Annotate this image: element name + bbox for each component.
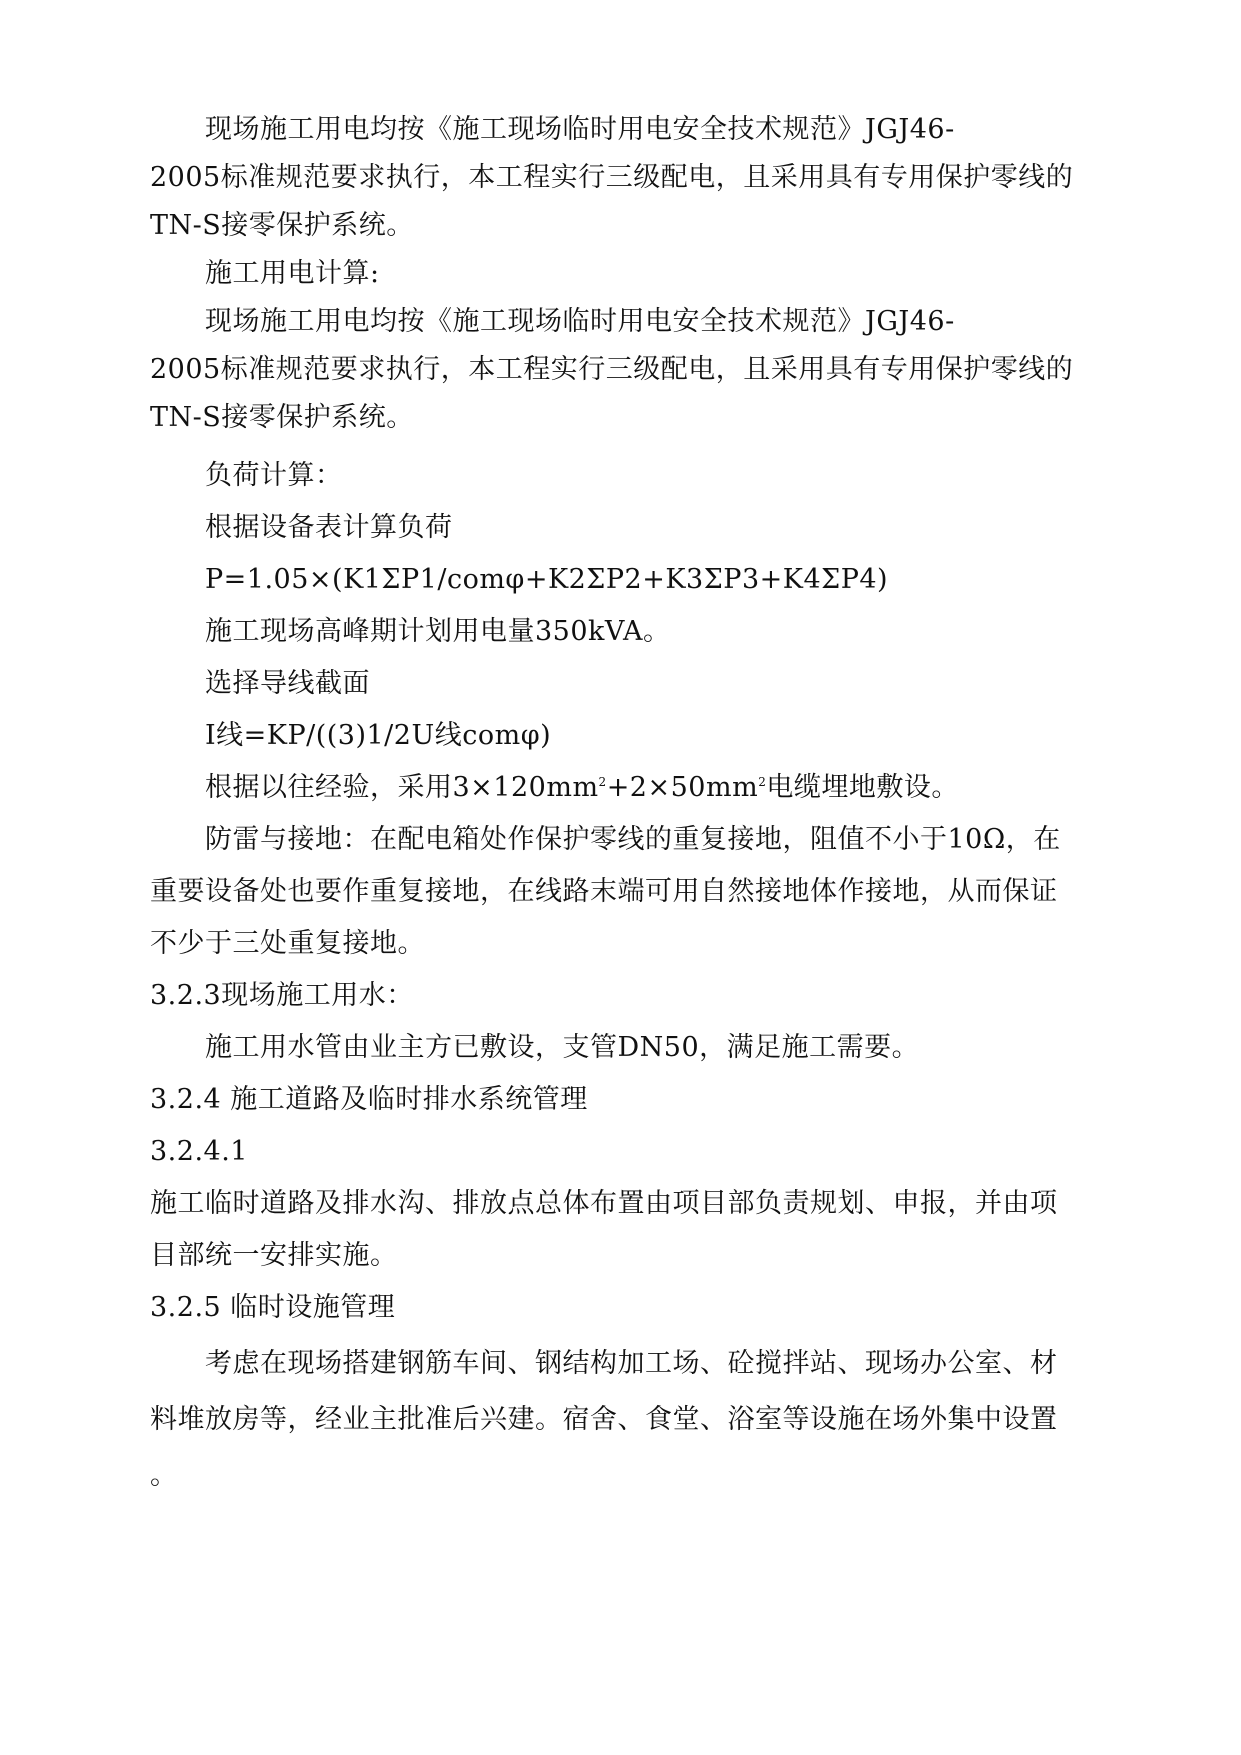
paragraph-line: 2005标准规范要求执行，本工程实行三级配电，且采用具有专用保护零线的 xyxy=(150,354,1074,385)
section-heading: 选择导线截面 xyxy=(205,668,370,699)
text-segment: 电缆埋地敷设。 xyxy=(766,772,959,803)
paragraph-line: 2005标准规范要求执行，本工程实行三级配电，且采用具有专用保护零线的 xyxy=(150,162,1074,193)
text-segment: +2×50mm xyxy=(606,772,759,803)
formula-line: P=1.05×(K1ΣP1/comφ+K2ΣP2+K3ΣP3+K4ΣP4) xyxy=(205,564,889,595)
superscript: 2 xyxy=(758,775,767,789)
paragraph-line: 考虑在现场搭建钢筋车间、钢结构加工场、砼搅拌站、现场办公室、材 xyxy=(205,1348,1058,1379)
paragraph-line: 料堆放房等，经业主批准后兴建。宿舍、食堂、浴室等设施在场外集中设置 xyxy=(150,1404,1058,1435)
section-heading: 施工用电计算: xyxy=(205,258,380,289)
paragraph-line: 防雷与接地：在配电箱处作保护零线的重复接地，阻值不小于10Ω，在 xyxy=(205,824,1061,855)
paragraph-line: 目部统一安排实施。 xyxy=(150,1240,398,1271)
section-heading: 3.2.4.1 xyxy=(150,1136,248,1167)
section-heading: 3.2.3现场施工用水： xyxy=(150,980,414,1011)
paragraph-line xyxy=(205,770,959,806)
section-heading: 负荷计算： xyxy=(205,460,343,491)
superscript: 2 xyxy=(598,775,607,789)
paragraph-line: TN-S接零保护系统。 xyxy=(150,402,414,433)
paragraph-line: 不少于三处重复接地。 xyxy=(150,928,425,959)
formula-line: I线=KP/((3)1/2U线comφ) xyxy=(205,720,552,751)
paragraph-line: 现场施工用电均按《施工现场临时用电安全技术规范》JGJ46- xyxy=(205,306,955,337)
paragraph-line: 施工现场高峰期计划用电量350kVA。 xyxy=(205,616,671,647)
section-heading: 3.2.5 临时设施管理 xyxy=(150,1292,396,1323)
paragraph-line: 根据设备表计算负荷 xyxy=(205,512,453,543)
paragraph-line: 。 xyxy=(150,1460,178,1491)
section-heading: 3.2.4 施工道路及临时排水系统管理 xyxy=(150,1084,588,1115)
paragraph-line: 重要设备处也要作重复接地，在线路末端可用自然接地体作接地，从而保证 xyxy=(150,876,1058,907)
paragraph-line: 现场施工用电均按《施工现场临时用电安全技术规范》JGJ46- xyxy=(205,114,955,145)
paragraph-line: TN-S接零保护系统。 xyxy=(150,210,414,241)
paragraph-line: 施工用水管由业主方已敷设，支管DN50，满足施工需要。 xyxy=(205,1032,920,1063)
paragraph-line: 施工临时道路及排水沟、排放点总体布置由项目部负责规划、申报，并由项 xyxy=(150,1188,1058,1219)
text-segment: 根据以往经验，采用3×120mm xyxy=(205,772,599,803)
